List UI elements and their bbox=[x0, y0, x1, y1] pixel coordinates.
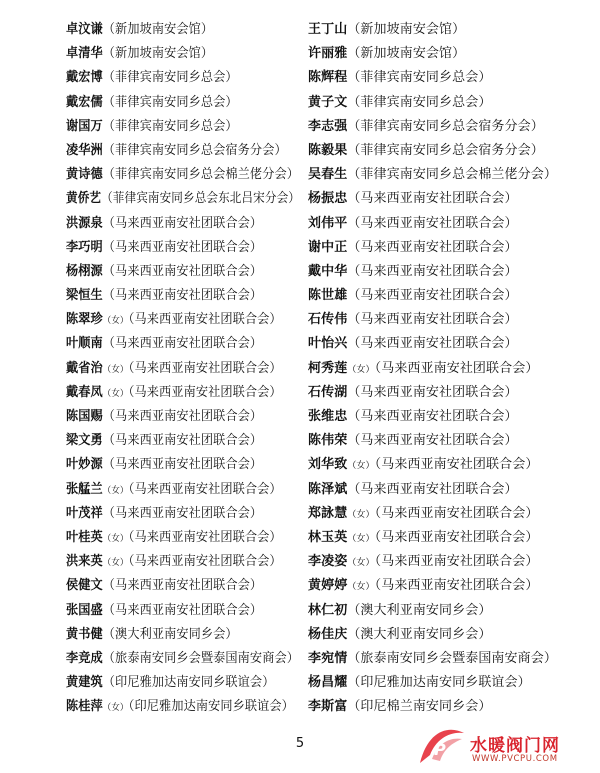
member-organization: （马来西亚南安社团联合会） bbox=[102, 288, 263, 304]
gender-tag: （女） bbox=[102, 364, 129, 375]
member-organization: （马来西亚南安社团联合会） bbox=[102, 602, 263, 618]
member-name: 张艋兰 bbox=[66, 481, 103, 497]
member-name: 石传湖 bbox=[308, 384, 348, 400]
member-entry bbox=[308, 284, 558, 308]
member-organization: （新加坡南安会馆） bbox=[102, 22, 214, 37]
member-entry bbox=[308, 405, 558, 429]
member-entry bbox=[308, 381, 558, 405]
member-organization: （马来西亚南安社团联合会） bbox=[347, 481, 518, 497]
member-name: 林仁初 bbox=[308, 602, 348, 618]
member-organization: （菲律宾南安同乡总会棉兰佬分会） bbox=[102, 167, 299, 183]
member-entry bbox=[66, 139, 300, 163]
member-organization: （印尼雅加达南安同乡联谊会） bbox=[128, 699, 294, 715]
member-organization: （新加坡南安会馆） bbox=[347, 46, 466, 62]
member-entry bbox=[308, 574, 558, 598]
member-organization: （菲律宾南安同乡总会） bbox=[102, 70, 238, 86]
member-name: 黄侨艺 bbox=[66, 191, 102, 207]
member-name: 黄婷婷 bbox=[308, 578, 348, 594]
member-organization: （马来西亚南安社团联合会） bbox=[128, 312, 282, 328]
member-entry bbox=[308, 453, 558, 477]
member-entry bbox=[66, 550, 300, 574]
member-organization: （马来西亚南安社团联合会） bbox=[374, 554, 539, 570]
pvc-logo-icon bbox=[414, 725, 470, 769]
member-name: 叶怡兴 bbox=[308, 336, 348, 352]
member-organization: （菲律宾南安同乡总会） bbox=[347, 70, 492, 86]
member-entry bbox=[308, 526, 558, 550]
member-organization: （马来西亚南安社团联合会） bbox=[102, 215, 263, 231]
member-entry bbox=[308, 42, 558, 66]
member-organization: （马来西亚南安社团联合会） bbox=[347, 288, 518, 304]
member-entry bbox=[66, 260, 300, 284]
member-organization: （马来西亚南安社团联合会） bbox=[347, 409, 518, 424]
member-name: 石传伟 bbox=[308, 312, 348, 328]
member-entry bbox=[66, 695, 300, 719]
right-name-column bbox=[308, 18, 558, 719]
member-name: 刘华致 bbox=[308, 457, 348, 473]
member-organization: （马来西亚南安社团联合会） bbox=[128, 529, 282, 545]
member-name: 李宛情 bbox=[308, 650, 348, 666]
member-organization: （马来西亚南安社团联合会） bbox=[374, 360, 539, 376]
member-entry bbox=[66, 308, 300, 332]
gender-tag: （女） bbox=[102, 558, 129, 569]
gender-tag: （女） bbox=[347, 509, 375, 520]
member-organization: （马来西亚南安社团联合会） bbox=[128, 554, 282, 570]
member-entry bbox=[66, 284, 300, 308]
member-entry bbox=[308, 623, 558, 647]
member-organization: （马来西亚南安社团联合会） bbox=[102, 433, 263, 449]
member-name: 陈辉程 bbox=[308, 70, 348, 86]
member-organization: （菲律宾南安同乡总会宿务分会） bbox=[102, 142, 287, 158]
member-entry bbox=[66, 163, 300, 187]
gender-tag: （女） bbox=[102, 533, 129, 544]
member-organization: （马来西亚南安社团联合会） bbox=[102, 336, 263, 352]
gender-tag: （女） bbox=[102, 388, 129, 399]
member-organization: （马来西亚南安社团联合会） bbox=[374, 529, 539, 545]
member-entry bbox=[66, 502, 300, 526]
member-entry bbox=[308, 502, 558, 526]
member-name: 林玉英 bbox=[308, 529, 348, 545]
member-entry bbox=[308, 115, 558, 139]
member-entry bbox=[66, 381, 300, 405]
member-entry bbox=[308, 478, 558, 502]
member-name: 洪来英 bbox=[66, 554, 103, 570]
member-entry bbox=[308, 187, 558, 211]
member-name: 杨佳庆 bbox=[308, 626, 348, 642]
member-name: 许丽雅 bbox=[308, 46, 348, 62]
member-organization: （印尼棉兰南安同乡会） bbox=[347, 699, 492, 715]
member-organization: （马来西亚南安社团联合会） bbox=[128, 360, 282, 376]
member-organization: （新加坡南安会馆） bbox=[102, 46, 214, 62]
member-name: 郑詠慧 bbox=[308, 505, 348, 521]
watermark-url: WWW.PVCPU.COM bbox=[472, 754, 558, 764]
member-organization: （旅泰南安同乡会暨泰国南安商会） bbox=[102, 650, 299, 666]
member-organization: （马来西亚南安社团联合会） bbox=[102, 263, 263, 279]
member-entry bbox=[66, 453, 300, 477]
member-entry bbox=[66, 526, 300, 550]
member-organization: （澳大利亚南安同乡会） bbox=[347, 602, 492, 618]
member-organization: （马来西亚南安社团联合会） bbox=[347, 263, 518, 279]
gender-tag: （女） bbox=[347, 364, 375, 375]
member-entry bbox=[66, 623, 300, 647]
member-name: 黄子文 bbox=[308, 94, 348, 110]
member-name: 陈桂萍 bbox=[66, 699, 103, 715]
member-entry bbox=[66, 212, 300, 236]
svg-text:P: P bbox=[434, 740, 446, 759]
member-name: 凌华洲 bbox=[66, 142, 103, 158]
member-organization: （马来西亚南安社团联合会） bbox=[128, 384, 282, 400]
member-entry bbox=[66, 187, 300, 211]
member-entry bbox=[308, 91, 558, 115]
gender-tag: （女） bbox=[102, 316, 129, 327]
gender-tag: （女） bbox=[102, 485, 129, 496]
member-organization: （马来西亚南安社团联合会） bbox=[347, 239, 518, 255]
member-name: 陈国赐 bbox=[66, 409, 103, 424]
member-organization: （菲律宾南安同乡总会宿务分会） bbox=[347, 118, 544, 134]
member-organization: （印尼雅加达南安同乡联谊会） bbox=[347, 675, 531, 691]
member-name: 李凌姿 bbox=[308, 554, 348, 570]
member-entry bbox=[66, 429, 300, 453]
member-name: 陈翠珍 bbox=[66, 312, 103, 328]
member-name: 叶妙源 bbox=[66, 457, 103, 473]
member-name: 梁文勇 bbox=[66, 433, 103, 449]
member-entry bbox=[308, 139, 558, 163]
member-organization: （马来西亚南安社团联合会） bbox=[347, 191, 518, 207]
member-name: 陈泽斌 bbox=[308, 481, 348, 497]
member-name: 卓清华 bbox=[66, 46, 103, 62]
member-name: 洪源泉 bbox=[66, 215, 103, 231]
member-entry bbox=[308, 671, 558, 695]
member-entry bbox=[66, 42, 300, 66]
member-name: 刘伟平 bbox=[308, 215, 348, 231]
member-name: 戴中华 bbox=[308, 263, 348, 279]
member-entry bbox=[308, 212, 558, 236]
member-entry bbox=[66, 91, 300, 115]
left-name-column bbox=[66, 18, 316, 719]
member-organization: （菲律宾南安同乡总会宿务分会） bbox=[347, 142, 544, 158]
gender-tag: （女） bbox=[347, 558, 375, 569]
watermark bbox=[414, 725, 594, 769]
member-name: 王丁山 bbox=[308, 22, 348, 37]
member-entry bbox=[308, 599, 558, 623]
member-name: 杨栩源 bbox=[66, 263, 103, 279]
member-name: 黄建筑 bbox=[66, 675, 103, 691]
member-organization: （旅泰南安同乡会暨泰国南安商会） bbox=[347, 650, 557, 666]
member-entry bbox=[308, 550, 558, 574]
member-organization: （马来西亚南安社团联合会） bbox=[102, 239, 263, 255]
member-entry bbox=[66, 599, 300, 623]
member-name: 陈毅果 bbox=[308, 142, 348, 158]
member-organization: （马来西亚南安社团联合会） bbox=[347, 312, 518, 328]
member-entry bbox=[66, 18, 300, 42]
member-name: 叶茂祥 bbox=[66, 505, 103, 521]
watermark-title: 水暖阀门网 bbox=[470, 736, 560, 756]
member-name: 梁恒生 bbox=[66, 288, 103, 304]
member-name: 柯秀莲 bbox=[308, 360, 348, 376]
member-organization: （菲律宾南安同乡总会） bbox=[102, 94, 238, 110]
member-name: 李斯富 bbox=[308, 699, 348, 715]
member-entry bbox=[308, 18, 558, 42]
member-name: 黄诗德 bbox=[66, 167, 103, 183]
member-entry bbox=[308, 163, 558, 187]
member-name: 叶顺南 bbox=[66, 336, 103, 352]
member-entry bbox=[66, 478, 300, 502]
member-name: 戴宏儒 bbox=[66, 94, 103, 110]
member-organization: （马来西亚南安社团联合会） bbox=[374, 457, 539, 473]
member-name: 张国盛 bbox=[66, 602, 103, 618]
member-organization: （菲律宾南安同乡总会棉兰佬分会） bbox=[347, 167, 557, 183]
member-name: 侯健文 bbox=[66, 578, 103, 594]
gender-tag: （女） bbox=[347, 533, 375, 544]
member-entry bbox=[66, 574, 300, 598]
member-name: 叶桂英 bbox=[66, 529, 103, 545]
member-entry bbox=[66, 236, 300, 260]
member-name: 李志强 bbox=[308, 118, 348, 134]
member-entry bbox=[308, 357, 558, 381]
member-entry bbox=[66, 647, 300, 671]
member-organization: （马来西亚南安社团联合会） bbox=[347, 215, 518, 231]
member-entry bbox=[308, 429, 558, 453]
member-entry bbox=[308, 695, 558, 719]
member-entry bbox=[66, 66, 300, 90]
member-name: 张维忠 bbox=[308, 409, 348, 424]
gender-tag: （女） bbox=[347, 461, 375, 472]
member-name: 谢国万 bbox=[66, 118, 103, 134]
member-entry bbox=[308, 236, 558, 260]
member-name: 李竞成 bbox=[66, 650, 103, 666]
member-organization: （马来西亚南安社团联合会） bbox=[347, 384, 518, 400]
member-entry bbox=[308, 308, 558, 332]
gender-tag: （女） bbox=[347, 582, 375, 593]
member-entry bbox=[308, 647, 558, 671]
member-organization: （新加坡南安会馆） bbox=[347, 22, 466, 37]
member-name: 谢中正 bbox=[308, 239, 348, 255]
member-name: 戴省治 bbox=[66, 360, 103, 376]
member-entry bbox=[308, 332, 558, 356]
gender-tag: （女） bbox=[102, 703, 129, 714]
member-organization: （菲律宾南安同乡总会东北吕宋分会） bbox=[101, 191, 300, 207]
member-organization: （澳大利亚南安同乡会） bbox=[102, 626, 238, 642]
member-entry bbox=[308, 66, 558, 90]
member-name: 杨振忠 bbox=[308, 191, 348, 207]
member-organization: （马来西亚南安社团联合会） bbox=[102, 457, 263, 473]
member-name: 吴春生 bbox=[308, 167, 348, 183]
member-name: 李巧明 bbox=[66, 239, 103, 255]
member-organization: （马来西亚南安社团联合会） bbox=[102, 505, 263, 521]
member-organization: （菲律宾南安同乡总会） bbox=[347, 94, 492, 110]
member-organization: （印尼雅加达南安同乡联谊会） bbox=[102, 675, 275, 691]
member-organization: （马来西亚南安社团联合会） bbox=[128, 481, 282, 497]
member-name: 陈世雄 bbox=[308, 288, 348, 304]
member-organization: （马来西亚南安社团联合会） bbox=[102, 409, 263, 424]
member-entry bbox=[66, 332, 300, 356]
member-organization: （澳大利亚南安同乡会） bbox=[347, 626, 492, 642]
member-name: 黄书健 bbox=[66, 626, 103, 642]
member-organization: （马来西亚南安社团联合会） bbox=[347, 433, 518, 449]
member-organization: （马来西亚南安社团联合会） bbox=[347, 336, 518, 352]
member-organization: （菲律宾南安同乡总会） bbox=[102, 118, 238, 134]
member-name: 卓汶谦 bbox=[66, 22, 103, 37]
member-entry bbox=[66, 115, 300, 139]
member-name: 戴春凤 bbox=[66, 384, 103, 400]
member-name: 陈伟荣 bbox=[308, 433, 348, 449]
member-name: 杨昌耀 bbox=[308, 675, 348, 691]
member-entry bbox=[66, 357, 300, 381]
member-organization: （马来西亚南安社团联合会） bbox=[374, 578, 539, 594]
member-organization: （马来西亚南安社团联合会） bbox=[374, 505, 539, 521]
member-name: 戴宏博 bbox=[66, 70, 103, 86]
member-entry bbox=[66, 405, 300, 429]
page-number: 5 bbox=[295, 736, 305, 751]
member-entry bbox=[66, 671, 300, 695]
member-organization: （马来西亚南安社团联合会） bbox=[102, 578, 263, 594]
member-entry bbox=[308, 260, 558, 284]
